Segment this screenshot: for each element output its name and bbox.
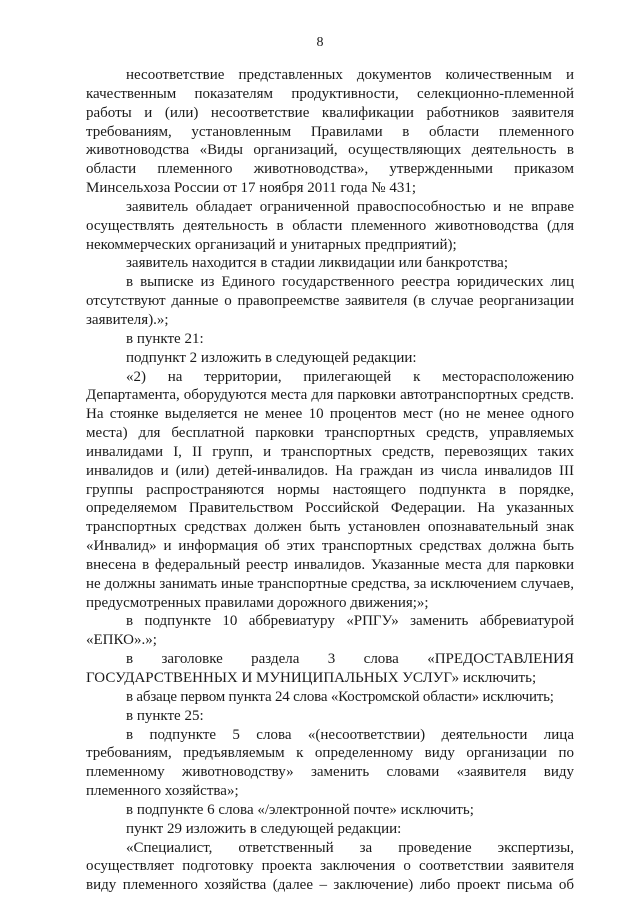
paragraph-specialist: «Специалист, ответственный за проведение экспертизы, осуществляет подготовку проекта заключения о соответствии заявителя виду племенного хозяйства (далее – заключение) либо проект письма об [86,839,574,894]
paragraph-subpoint-10: в подпункте 10 аббревиатуру «РПГУ» заменить аббревиатурой «ЕПКО».»; [86,613,574,649]
paragraph-rejection-ground-4: в выписке из Единого государственного реестра юридических лиц отсутствуют данные о правопреемстве заявителя (в случае реорганизации заявителя).»; [86,274,574,328]
paragraph-subpoint-5: в подпункте 5 слова «(несоответствии) деятельности лица требованиям, предъявляемым к определенному виду организации по племенному животноводству» заменить словами «заявителя виду племенного хозяйства»; [86,726,574,800]
paragraph-subpoint-6: в подпункте 6 слова «/электронной почте» исключить; [126,801,474,818]
document-body [86,66,574,895]
paragraph-point-29: пункт 29 изложить в следующей редакции: [126,820,402,837]
paragraph-subpoint-2-text: «2) на территории, прилегающей к месторасположению Департамента, оборудуются места для парковки автотранспортных средств. На стоянке выделяется не менее 10 процентов мест (но не менее одного места) для бесплатной парковки транспортных средств, управляемых инвалидами I, II групп, и транспортных средств, перевозящих таких инвалидов и (или) детей-инвалидов. На граждан из числа инвалидов III группы распространяются нормы настоящего подпункта в порядке, определяемом Правительством Российской Федерации. На указанных транспортных средствах должен быть установлен опознавательный знак «Инвалид» и информация об этих транспортных средствах должна быть внесена в федеральный реестр инвалидов. Указанные места для парковки не должны занимать иные транспортные средства, за исключением случаев, предусмотренных правилами дорожного движения;»; [86,368,574,611]
paragraph-section-3-title: в заголовке раздела 3 слова «ПРЕДОСТАВЛЕНИЯ ГОСУДАРСТВЕННЫХ И МУНИЦИПАЛЬНЫХ УСЛУГ» исключить; [86,651,574,686]
paragraph-rejection-ground-3: заявитель находится в стадии ликвидации или банкротства; [126,255,508,272]
paragraph-rejection-ground-2: заявитель обладает ограниченной правоспособностью и не вправе осуществлять деятельность в области племенного животноводства (для некоммерческих организаций и унитарных предприятий); [86,198,574,253]
paragraph-point-21: в пункте 21: [126,330,204,347]
page-number: 8 [316,35,324,50]
paragraph-point-25: в пункте 25: [126,707,204,724]
paragraph-rejection-ground-1: несоответствие представленных документов количественным и качественным показателям продуктивности, селекционно-племенной работы и (или) несоответствие квалификации работников заявителя требованиям, установленным Правилами в области племенного животноводства «Виды организаций, осуществляющих деятельность в области племенного животноводства», утвержденными приказом Минсельхоза России от 17 ноября 2011 года № 431; [86,67,574,197]
paragraph-subpoint-2-intro: подпункт 2 изложить в следующей редакции: [126,349,417,366]
paragraph-point-24: в абзаце первом пункта 24 слова «Костромской области» исключить; [126,688,554,705]
